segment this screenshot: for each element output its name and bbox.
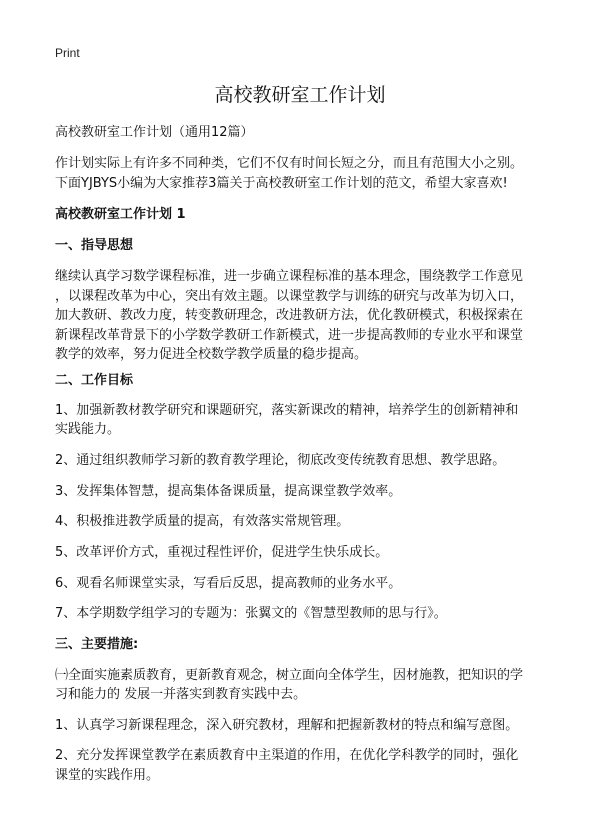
paragraph-line: 加大教研、教改力度，转变教研理念，改进教研方法，优化教研模式，积极探索在: [55, 308, 524, 323]
list-item: 1、认真学习新课程理念，深入研究教材，理解和把握新教材的特点和编写意图。: [55, 718, 519, 733]
plan-heading: 高校教研室工作计划 1: [55, 207, 186, 222]
list-item: 7、本学期数学组学习的专题为：张翼文的《智慧型教师的思与行》。: [55, 606, 447, 621]
list-item: 实践能力。: [55, 422, 121, 437]
intro-line: 作计划实际上有许多不同种类，它们不仅有时间长短之分，而且有范围大小之别。: [55, 156, 524, 171]
list-item: ㈠全面实施素质教育，更新教育观念，树立面向全体学生，因材施教，把知识的学: [55, 668, 524, 683]
section-heading: 三、主要措施:: [55, 637, 139, 652]
print-link[interactable]: Print: [55, 46, 80, 60]
list-item: 课堂的实践作用。: [55, 768, 160, 783]
list-item: 4、积极推进教学质量的提高，有效落实常规管理。: [55, 514, 350, 529]
list-item: 3、发挥集体智慧，提高集体备课质量，提高课堂教学效率。: [55, 484, 402, 499]
page-title: 高校教研室工作计划: [214, 84, 386, 106]
intro-line: 下面YJBYS小编为大家推荐3篇关于高校教研室工作计划的范文，希望大家喜欢!: [55, 176, 508, 191]
section-heading: 一、指导思想: [55, 238, 134, 253]
paragraph-line: 继续认真学习数学课程标准，进一步确立课程标准的基本理念，围绕教学工作意见: [55, 269, 524, 284]
section-heading: 二、工作目标: [55, 373, 134, 388]
paragraph-line: 新课程改革背景下的小学数学教研工作新模式，进一步提高教师的专业水平和课堂: [55, 328, 524, 343]
paragraph-line: 教学的效率，努力促进全校数学教学质量的稳步提高。: [55, 347, 368, 362]
list-item: 6、观看名师课堂实录，写看后反思，提高教师的业务水平。: [55, 576, 402, 591]
list-item: 1、加强新教材教学研究和课题研究，落实新课改的精神，培养学生的创新精神和: [55, 403, 519, 418]
list-item: 2、通过组织教师学习新的教育教学理论，彻底改变传统教育思想、教学思路。: [55, 453, 506, 468]
document-subtitle: 高校教研室工作计划（通用12篇）: [55, 125, 254, 140]
list-item: 5、改革评价方式，重视过程性评价，促进学生快乐成长。: [55, 545, 389, 560]
list-item: 2、充分发挥课堂教学在素质教育中主渠道的作用，在优化学科教学的同时，强化: [55, 748, 519, 763]
list-item: 习和能力的 发展一并落实到教育实践中去。: [55, 687, 307, 702]
paragraph-line: ，以课程改革为中心，突出有效主题。以课堂教学与训练的研究与改革为切入口，: [55, 289, 524, 304]
